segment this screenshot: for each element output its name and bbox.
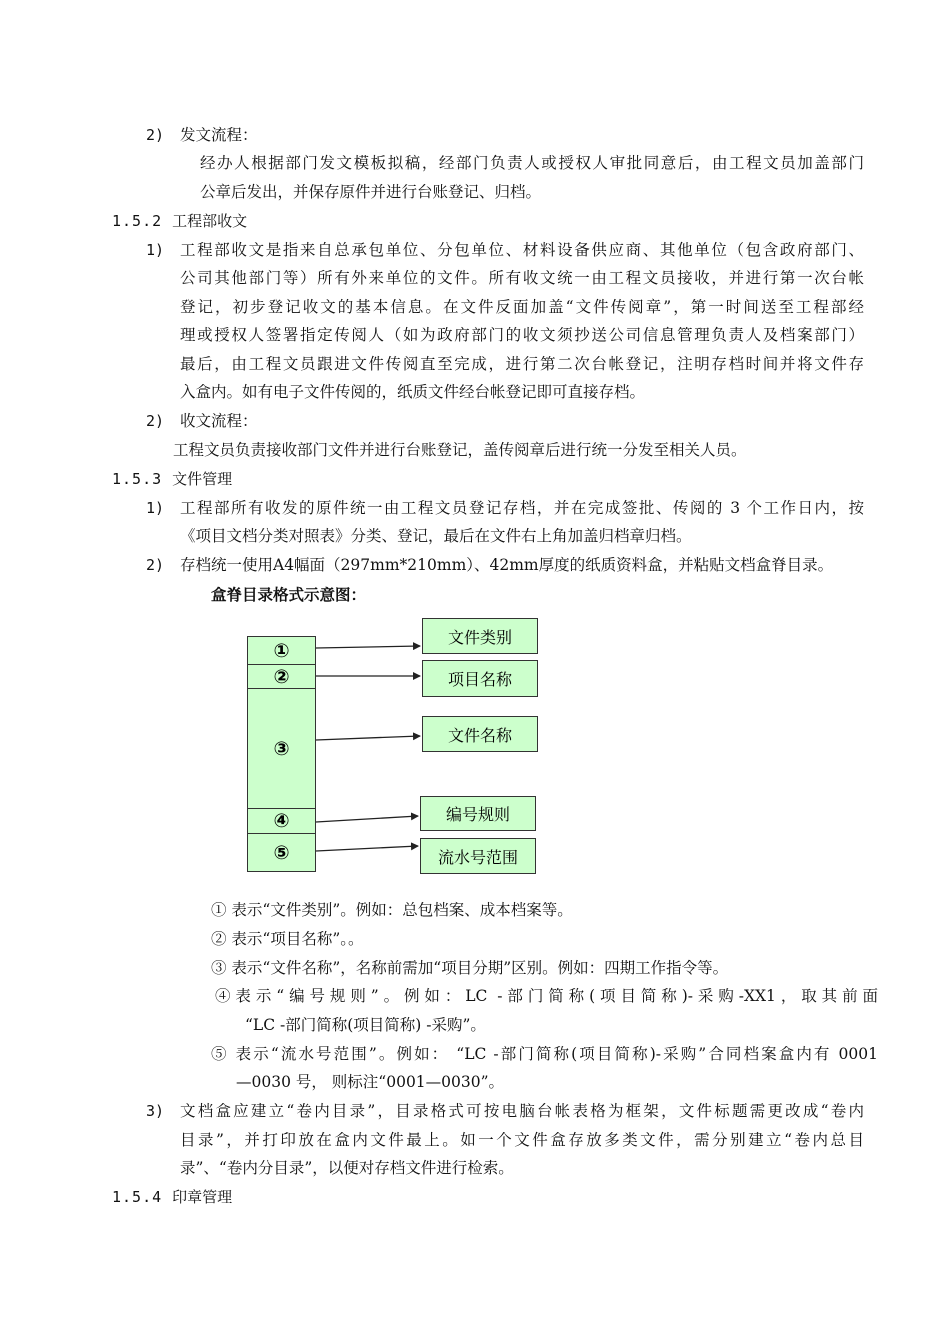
note-line: ① 表示“文件类别”。例如：总包档案、成本档案等。 — [211, 901, 573, 919]
marker-1: ① — [273, 639, 290, 662]
section-number: 1.5.4 — [112, 1188, 163, 1206]
paragraph-line: 入盒内。如有电子文件传阅的，纸质文件经台帐登记即可直接存档。 — [180, 383, 646, 401]
paragraph-line: 文档盒应建立“卷内目录”，目录格式可按电脑台帐表格为框架，文件标题需更改成“卷内 — [180, 1102, 864, 1120]
diagram-caption: 盒脊目录格式示意图： — [211, 586, 367, 604]
label-box-project-name: 项目名称 — [422, 660, 538, 697]
list-number: 3) — [146, 1102, 165, 1120]
paragraph-line: 工程部收文是指来自总承包单位、分包单位、材料设备供应商、其他单位（包含政府部门、 — [180, 241, 864, 259]
section-heading — [112, 469, 232, 489]
note-line: ③ 表示“文件名称”，名称前需加“项目分期”区别。例如：四期工作指令等。 — [211, 959, 729, 977]
paragraph-line: 公章后发出，并保存原件并进行台账登记、归档。 — [200, 183, 542, 201]
list-number: 1) — [146, 499, 165, 517]
paragraph-line: 工程文员负责接收部门文件并进行台账登记，盖传阅章后进行统一分发至相关人员。 — [173, 441, 747, 459]
note-line: “LC -部门简称(项目简称) -采购”。 — [245, 1016, 486, 1034]
list-number: 2) — [146, 412, 165, 430]
paragraph-line: 公司其他部门等）所有外来单位的文件。所有收文统一由工程文员接收，并进行第一次台帐 — [180, 269, 864, 287]
marker-4: ④ — [273, 810, 290, 832]
box-spine-diagram — [247, 636, 316, 872]
marker-3: ③ — [273, 737, 290, 760]
paragraph-line: 最后，由工程文员跟进文件传阅直至完成，进行第二次台帐登记，注明存档时间并将文件存 — [180, 355, 864, 373]
arrow-5 — [316, 846, 418, 851]
spine-cell-1 — [248, 637, 315, 665]
section-number: 1.5.3 — [112, 470, 163, 488]
item-title: 收文流程： — [180, 412, 258, 430]
section-heading — [112, 1187, 232, 1207]
section-number: 1.5.2 — [112, 212, 163, 230]
paragraph-line: 《项目文档分类对照表》分类、登记，最后在文件右上角加盖归档章归档。 — [180, 527, 692, 545]
paragraph-line: 理或授权人签署指定传阅人（如为政府部门的收文须抄送公司信息管理负责人及档案部门） — [180, 326, 864, 344]
paragraph-line: 目录”，并打印放在盒内文件最上。如一个文件盒存放多类文件，需分别建立“卷内总目 — [180, 1131, 864, 1149]
arrow-4 — [316, 816, 418, 822]
label-box-numbering-rule: 编号规则 — [420, 796, 536, 831]
label-box-serial-range: 流水号范围 — [420, 838, 536, 874]
arrow-1 — [316, 646, 420, 648]
note-line: ② 表示“项目名称”。。 — [211, 930, 364, 948]
list-number: 2) — [146, 556, 165, 574]
section-heading — [112, 211, 247, 231]
item-title: 发文流程： — [180, 126, 258, 144]
note-line: ⑤ 表示“流水号范围”。例如： “LC -部门简称(项目简称)-采购”合同档案盒内有 0001 — [211, 1045, 878, 1063]
label-box-file-name: 文件名称 — [422, 716, 538, 752]
list-number: 2) — [146, 126, 165, 144]
paragraph-line: 登记，初步登记收文的基本信息。在文件反面加盖“文件传阅章”，第一时间送至工程部经 — [180, 298, 864, 316]
section-title: 文件管理 — [172, 470, 233, 488]
paragraph-line: 经办人根据部门发文模板拟稿，经部门负责人或授权人审批同意后，由工程文员加盖部门 — [200, 154, 864, 172]
section-title: 印章管理 — [172, 1188, 233, 1206]
note-line: ④表示“编号规则”。例如：LC -部门简称(项目简称)-采购-XX1，取其前面 — [215, 987, 878, 1005]
spine-cell-4 — [248, 809, 315, 834]
spine-cell-3 — [248, 689, 315, 809]
spine-cell-2 — [248, 665, 315, 689]
spine-cell-5 — [248, 834, 315, 871]
section-title: 工程部收文 — [172, 212, 248, 230]
note-line: —0030 号， 则标注“0001—0030”。 — [236, 1073, 505, 1091]
label-box-file-category: 文件类别 — [422, 618, 538, 654]
marker-5: ⑤ — [273, 841, 290, 864]
paragraph-line: 存档统一使用A4幅面（297mm*210mm）、42mm厚度的纸质资料盒，并粘贴文档盒脊目录。 — [180, 556, 834, 574]
arrow-3 — [316, 736, 420, 740]
paragraph-line: 工程部所有收发的原件统一由工程文员登记存档，并在完成签批、传阅的 3 个工作日内，按 — [180, 499, 864, 517]
list-number: 1) — [146, 241, 165, 259]
paragraph-line: 录”、“卷内分目录”，以便对存档文件进行检索。 — [180, 1159, 514, 1177]
marker-2: ② — [273, 665, 290, 688]
